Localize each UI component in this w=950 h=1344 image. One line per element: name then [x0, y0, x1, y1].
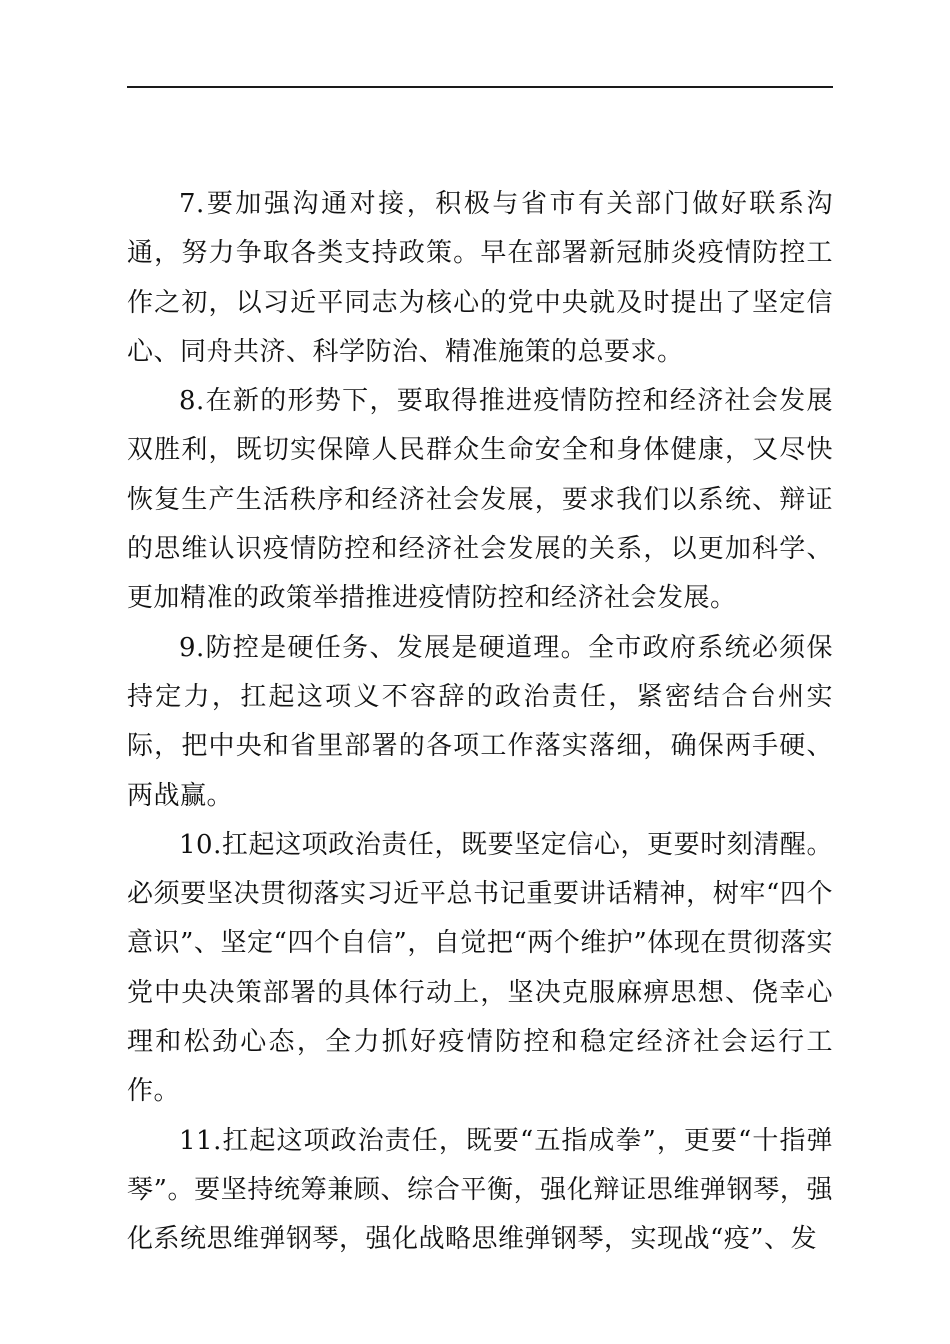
- paragraph-10: 10.扛起这项政治责任，既要坚定信心，更要时刻清醒。必须要坚决贯彻落实习近平总书记重要讲话精神，树牢“四个意识”、坚定“四个自信”，自觉把“两个维护”体现在贯彻落实党中央决策部署的具体行动上，坚决克服麻痹思想、侥幸心理和松劲心态，全力抓好疫情防控和稳定经济社会运行工作。: [127, 829, 833, 1107]
- header-rule: [127, 86, 833, 88]
- paragraph-11: 11.扛起这项政治责任，既要“五指成拳”，更要“十指弹琴”。要坚持统筹兼顾、综合平衡，强化辩证思维弹钢琴，强化系统思维弹钢琴，强化战略思维弹钢琴，实现战“疫”、发: [127, 1125, 833, 1255]
- paragraph-9: 9.防控是硬任务、发展是硬道理。全市政府系统必须保持定力，扛起这项义不容辞的政治责任，紧密结合台州实际，把中央和省里部署的各项工作落实落细，确保两手硬、两战赢。: [127, 632, 833, 811]
- paragraph-8: 8.在新的形势下，要取得推进疫情防控和经济社会发展双胜利，既切实保障人民群众生命安全和身体健康，又尽快恢复生产生活秩序和经济社会发展，要求我们以系统、辩证的思维认识疫情防控和经济社会发展的关系，以更加科学、更加精准的政策举措推进疫情防控和经济社会发展。: [127, 386, 833, 614]
- document-body: [127, 180, 833, 1265]
- paragraph-7: 7.要加强沟通对接，积极与省市有关部门做好联系沟通，努力争取各类支持政策。早在部署新冠肺炎疫情防控工作之初，以习近平同志为核心的党中央就及时提出了坚定信心、同舟共济、科学防治、精准施策的总要求。: [127, 189, 833, 367]
